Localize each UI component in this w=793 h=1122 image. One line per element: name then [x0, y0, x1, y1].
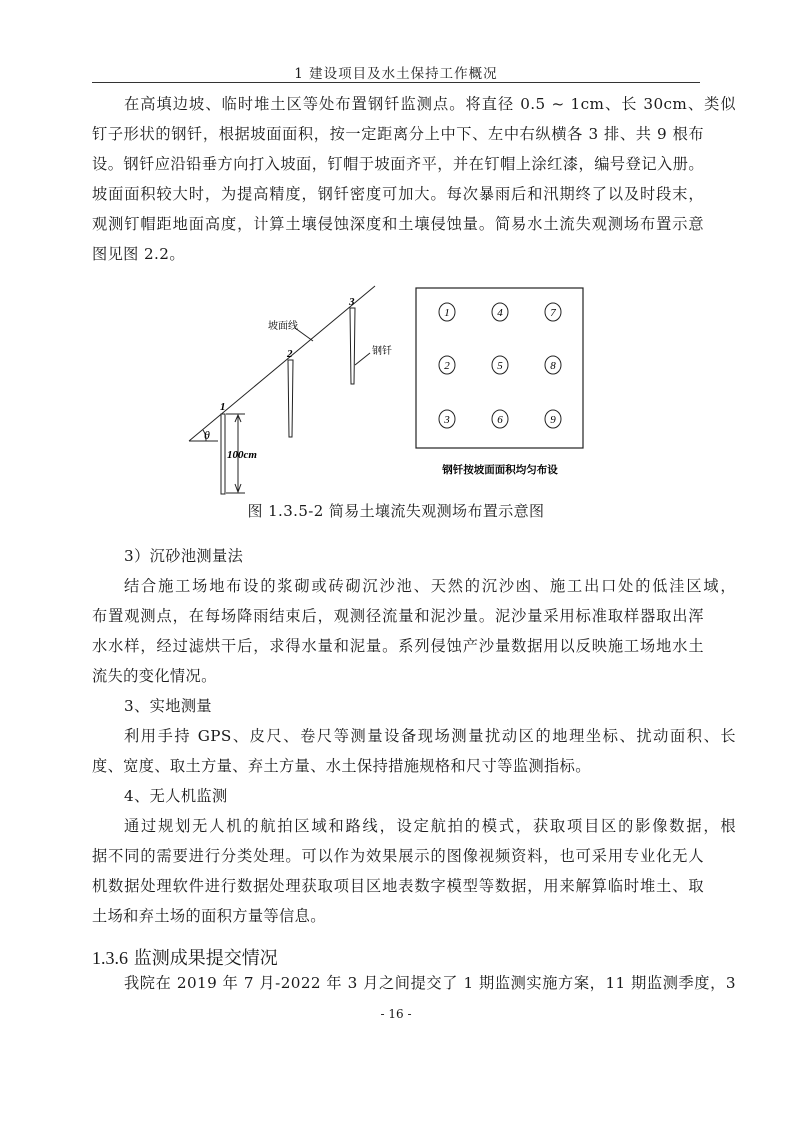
steel-pin-2 [288, 360, 293, 437]
paragraph-line: 流失的变化情况。 [92, 667, 217, 685]
grid-caption: 钢钎按坡面面积均匀布设 [442, 465, 558, 476]
paragraph-line: 据不同的需要进行分类处理。可以作为效果展示的图像视频资料，也可采用专业化无人 [92, 847, 704, 865]
slope-profile [189, 286, 375, 494]
figure-caption: 图 1.3.5-2 简易土壤流失观测场布置示意图 [247, 502, 545, 520]
stake-number-1: 1 [220, 401, 226, 413]
section-heading [92, 944, 278, 970]
soil-loss-plot-diagram [170, 280, 610, 500]
section-title-text: 监测成果提交情况 [133, 948, 278, 969]
angle-label: θ [204, 428, 210, 442]
grid-number: 7 [550, 307, 556, 319]
steel-pin-3 [350, 308, 355, 384]
paragraph-line: 坡面面积较大时，为提高精度，钢钎密度可加大。每次暴雨后和汛期终了以及时段末， [92, 185, 704, 203]
slope-line [189, 286, 375, 441]
paragraph-line: 布置观测点，在每场降雨结束后，观测径流量和泥沙量。泥沙量采用标准取样器取出浑 [92, 607, 704, 625]
grid-number: 6 [497, 414, 503, 426]
page-number: - 16 - [380, 1007, 412, 1021]
grid-number: 5 [497, 360, 503, 372]
steel-pin-label: 钢钎 [372, 346, 392, 357]
section-number: 1.3.6 [92, 948, 128, 968]
steel-pin-1 [221, 414, 225, 494]
slope-line-label: 坡面线 [268, 321, 298, 332]
subheading-sediment-basin: 3）沉砂池测量法 [124, 547, 244, 565]
pin-label-leader [355, 353, 370, 365]
header-divider [92, 82, 700, 83]
subheading-field-survey: 3、实地测量 [124, 697, 213, 715]
grid-number: 1 [444, 307, 450, 319]
paragraph-line: 图见图 2.2。 [92, 245, 185, 263]
paragraph-line: 我院在 2019 年 7 月-2022 年 3 月之间提交了 1 期监测实施方案，11 期监测季度，3 [124, 974, 736, 992]
grid-number: 9 [550, 414, 556, 426]
paragraph-line: 设。钢钎应沿铅垂方向打入坡面，钉帽于坡面齐平，并在钉帽上涂红漆，编号登记入册。 [92, 155, 704, 173]
paragraph-line: 机数据处理软件进行数据处理获取项目区地表数字模型等数据，用来解算临时堆土、取 [92, 877, 704, 895]
grid-number: 3 [444, 414, 450, 426]
paragraph-line: 在高填边坡、临时堆土区等处布置钢钎监测点。将直径 0.5 ~ 1cm、长 30cm、类似 [124, 95, 736, 113]
subheading-uav: 4、无人机监测 [124, 787, 228, 805]
paragraph-line: 结合施工场地布设的浆砌或砖砌沉沙池、天然的沉沙凼、施工出口处的低洼区域， [124, 577, 736, 595]
paragraph-line: 通过规划无人机的航拍区域和路线，设定航拍的模式，获取项目区的影像数据，根 [124, 817, 736, 835]
running-header: 1 建设项目及水土保持工作概况 [294, 66, 498, 82]
stake-number-3: 3 [349, 296, 355, 308]
grid-number: 2 [444, 360, 450, 372]
depth-label: 100cm [227, 449, 257, 461]
paragraph-line: 钉子形状的钢钎，根据坡面面积，按一定距离分上中下、左中右纵横各 3 排、共 9 根布 [92, 125, 704, 143]
paragraph-line: 利用手持 GPS、皮尺、卷尺等测量设备现场测量扰动区的地理坐标、扰动面积、长 [124, 727, 736, 745]
paragraph-line: 水水样，经过滤烘干后，求得水量和泥量。系列侵蚀产沙量数据用以反映施工场地水土 [92, 637, 704, 655]
paragraph-line: 度、宽度、取土方量、弃土方量、水土保持措施规格和尺寸等监测指标。 [92, 757, 591, 775]
grid-number: 4 [497, 307, 503, 319]
paragraph-line: 土场和弃土场的面积方量等信息。 [92, 907, 326, 925]
stake-number-2: 2 [287, 348, 293, 360]
paragraph-line: 观测钉帽距地面高度，计算土壤侵蚀深度和土壤侵蚀量。简易水土流失观测场布置示意 [92, 215, 704, 233]
grid-number: 8 [550, 360, 556, 372]
